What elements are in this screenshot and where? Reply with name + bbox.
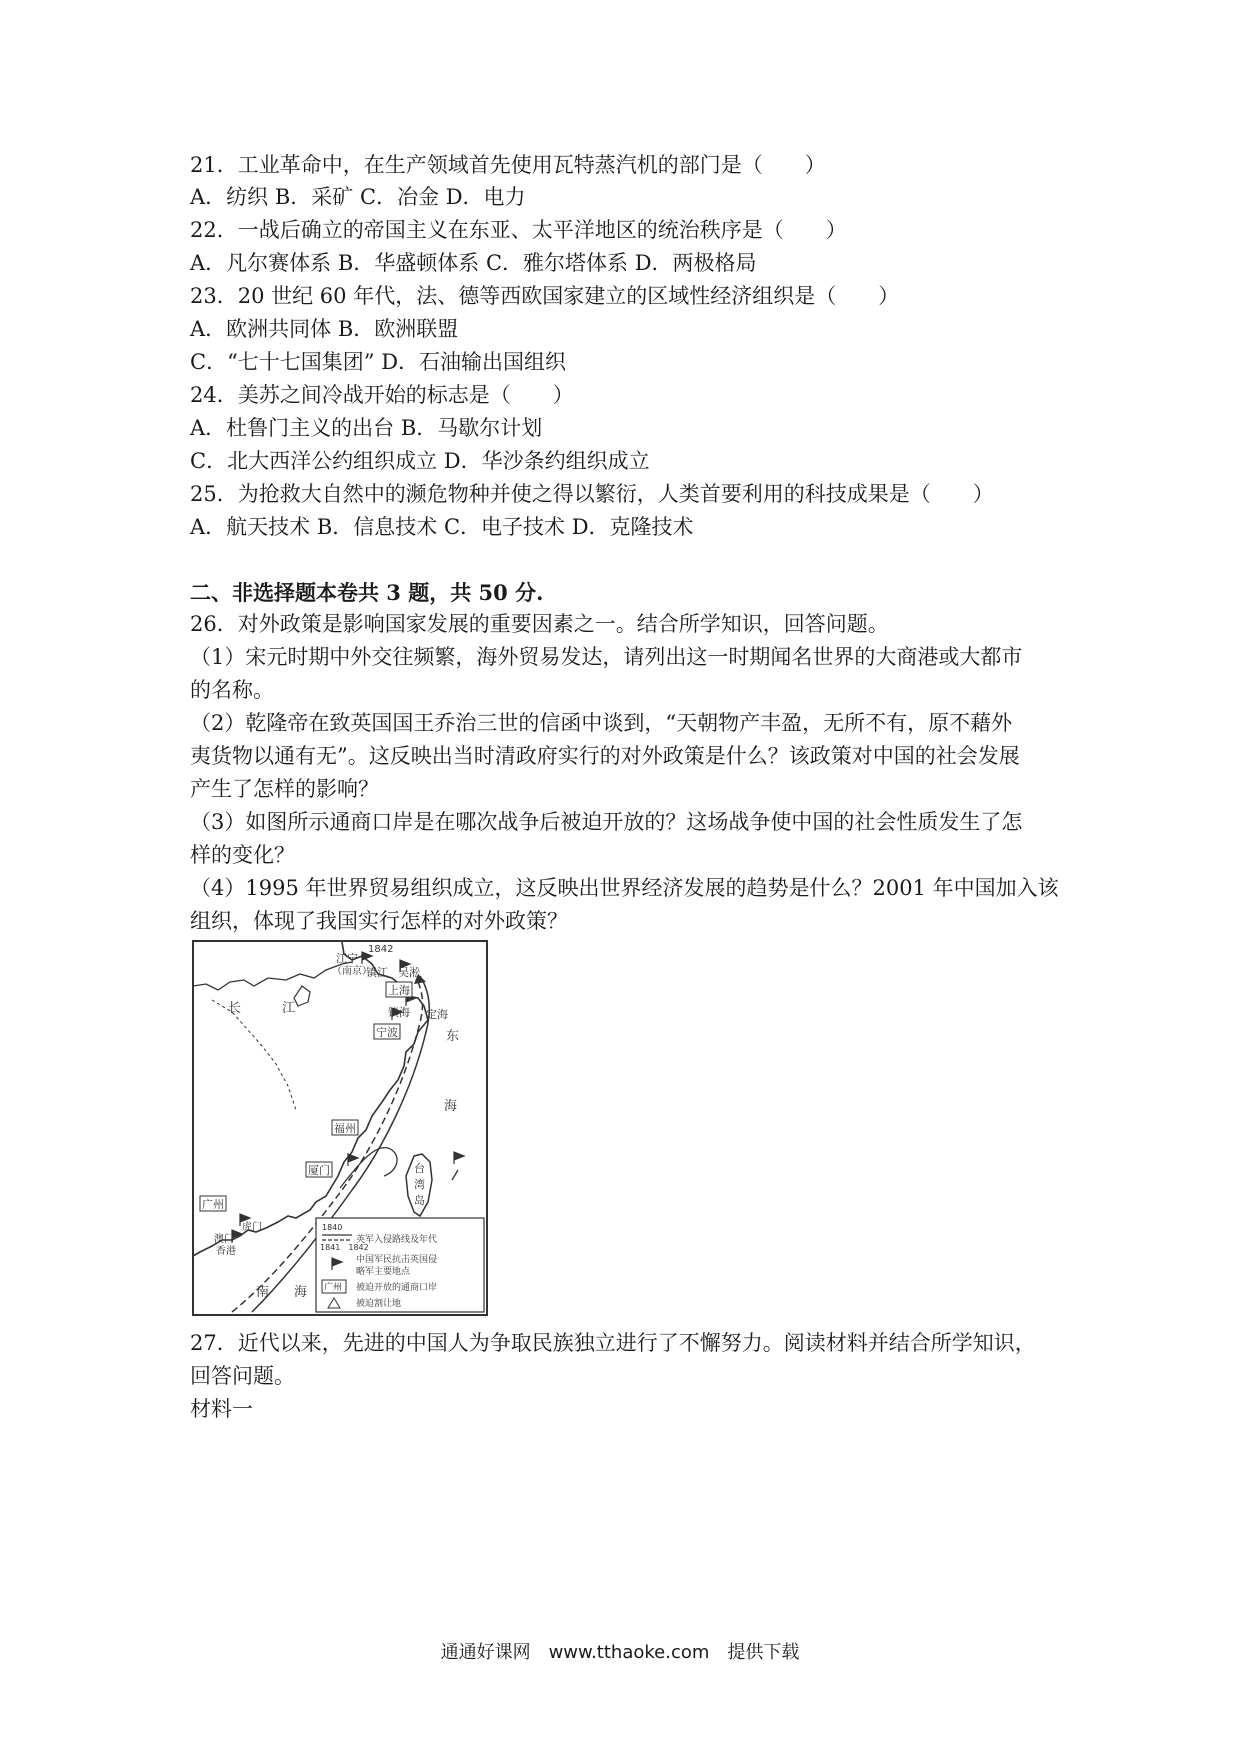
- label-taiwan-2: 湾: [414, 1178, 425, 1191]
- label-donghai-1: 东: [446, 1029, 460, 1044]
- legend-route-label: 英军入侵路线及年代: [356, 1235, 438, 1245]
- legend-years-1841-1842: 1841 1842: [320, 1243, 369, 1252]
- label-zhenjiang: 镇江: [366, 966, 388, 979]
- question-24-stem: 24．美苏之间冷战开始的标志是（ ）: [190, 383, 574, 407]
- question-23-options-2: C．“七十七国集团” D．石油输出国组织: [190, 350, 567, 374]
- label-nanhai-2: 海: [294, 1285, 308, 1300]
- question-26-part-3-line-2: 样的变化？: [190, 843, 295, 867]
- section-heading: 二、非选择题本卷共 3 题，共 50 分.: [190, 580, 544, 605]
- label-donghai-2: 海: [444, 1099, 458, 1114]
- label-guangzhou: 广州: [202, 1198, 224, 1211]
- label-xianggang: 香港: [216, 1246, 236, 1257]
- question-27-stem-line-1: 27．近代以来，先进的中国人为争取民族独立进行了不懈努力。阅读材料并结合所学知识，: [190, 1331, 1036, 1355]
- legend-port-label-2: 被迫割让地: [356, 1299, 402, 1309]
- label-fuzhou: 福州: [334, 1122, 356, 1135]
- question-26-part-1-line-1: （1）宋元时期中外交往频繁，海外贸易发达，请列出这一时期闻名世界的大商港或大都市: [190, 645, 1023, 669]
- legend-port-box-text: 广州: [324, 1283, 343, 1293]
- label-humen: 虎门: [242, 1222, 262, 1233]
- label-wusong: 吴淞: [398, 966, 420, 979]
- label-taiwan-3: 岛: [414, 1194, 425, 1207]
- label-zhenhai: 镇海: [388, 1006, 410, 1019]
- question-22-options: A．凡尔赛体系 B．华盛顿体系 C．雅尔塔体系 D．两极格局: [190, 251, 757, 275]
- label-xiamen: 厦门: [308, 1164, 330, 1177]
- question-26-part-4-line-2: 组织，体现了我国实行怎样的对外政策？: [190, 909, 568, 933]
- label-aomen: 澳门: [214, 1234, 234, 1245]
- question-24-options-1: A．杜鲁门主义的出台 B．马歇尔计划: [190, 416, 543, 440]
- label-ningbo: 宁波: [376, 1026, 398, 1039]
- legend-port-label-1: 被迫开放的通商口岸: [356, 1283, 438, 1293]
- question-21-stem: 21．工业革命中，在生产领域首先使用瓦特蒸汽机的部门是（ ）: [190, 153, 826, 177]
- label-changjiang-2: 江: [282, 1001, 296, 1016]
- question-26-part-1-line-2: 的名称。: [190, 678, 274, 702]
- question-21-options: A．纺织 B．采矿 C．冶金 D．电力: [190, 185, 526, 209]
- question-27-stem-line-2: 回答问题。: [190, 1364, 295, 1388]
- label-year-1842: 1842: [368, 944, 394, 955]
- legend-year-1840: 1840: [322, 1223, 343, 1232]
- opium-war-map: [192, 940, 488, 1316]
- question-26-part-2-line-1: （2）乾隆帝在致英国国王乔治三世的信函中谈到，“天朝物产丰盈，无所不有，原不藉外: [190, 711, 1013, 735]
- question-26-part-2-line-2: 夷货物以通有无”。这反映出当时清政府实行的对外政策是什么？该政策对中国的社会发展: [190, 744, 1020, 768]
- question-25-options: A．航天技术 B．信息技术 C．电子技术 D．克隆技术: [190, 515, 694, 539]
- question-22-stem: 22．一战后确立的帝国主义在东亚、太平洋地区的统治秩序是（ ）: [190, 218, 847, 242]
- question-23-options-1: A．欧洲共同体 B．欧洲联盟: [190, 317, 459, 341]
- label-taiwan-1: 台: [414, 1162, 425, 1175]
- label-nanhai-1: 南: [256, 1285, 270, 1300]
- question-26-part-3-line-1: （3）如图所示通商口岸是在哪次战争后被迫开放的？这场战争使中国的社会性质发生了怎: [190, 810, 1023, 834]
- label-nanjing: （南京）: [332, 966, 372, 977]
- question-23-stem: 23．20 世纪 60 年代，法、德等西欧国家建立的区域性经济组织是（ ）: [190, 284, 900, 308]
- question-26-part-4-line-1: （4）1995 年世界贸易组织成立，这反映出世界经济发展的趋势是什么？2001 年中国加入该: [190, 876, 1059, 900]
- legend-box: [316, 1218, 484, 1312]
- question-25-stem: 25．为抢救大自然中的濒危物种并使之得以繁衍，人类首要利用的科技成果是（ ）: [190, 482, 994, 506]
- legend-resist-label-2: 略军主要地点: [356, 1267, 411, 1277]
- label-changjiang-1: 长: [228, 1001, 242, 1016]
- label-shanghai: 上海: [388, 984, 410, 997]
- material-label: 材料一: [190, 1397, 253, 1421]
- legend-resist-label-1: 中国军民抗击英国侵: [356, 1255, 438, 1265]
- label-dinghai: 定海: [426, 1008, 448, 1021]
- question-26-part-2-line-3: 产生了怎样的影响？: [190, 777, 379, 801]
- question-26-stem: 26．对外政策是影响国家发展的重要因素之一。结合所学知识，回答问题。: [190, 612, 889, 636]
- map-legend: [316, 1218, 484, 1312]
- footer-text: 通通好课网 www.tthaoke.com 提供下载: [440, 1642, 800, 1663]
- question-24-options-2: C．北大西洋公约组织成立 D．华沙条约组织成立: [190, 449, 650, 473]
- label-jiangning: 江宁: [336, 952, 358, 965]
